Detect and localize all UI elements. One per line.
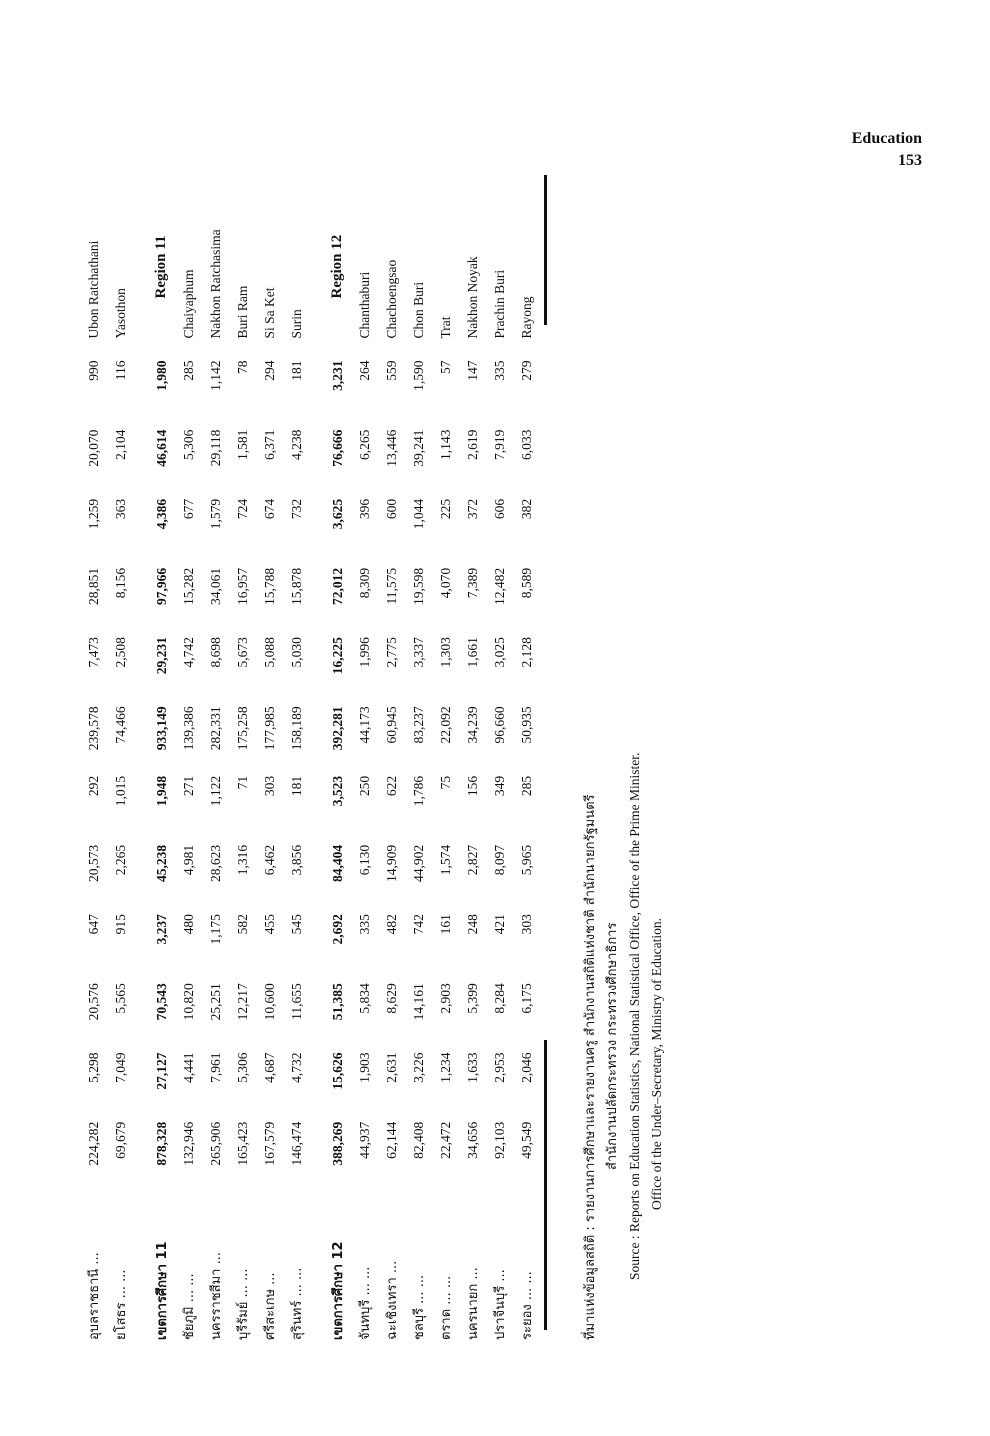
thai-source-line-1 <box>580 160 602 1340</box>
value-cell: 285 <box>180 360 196 381</box>
value-cell: 139,386 <box>180 706 196 751</box>
value-cell: 74,466 <box>112 706 128 744</box>
table-row <box>513 160 540 1340</box>
english-source-line-1 <box>624 160 646 1340</box>
value-cell: 75 <box>437 775 453 790</box>
value-cell: 2,631 <box>383 1052 399 1083</box>
value-cell: 5,030 <box>288 637 304 668</box>
rotated-table-area <box>80 160 680 1340</box>
value-cell: 5,306 <box>180 429 196 460</box>
value-cell: 1,996 <box>356 637 372 668</box>
value-cell: 1,234 <box>437 1052 453 1083</box>
value-cell: 14,909 <box>383 844 399 883</box>
value-cell: 16,957 <box>234 567 250 606</box>
value-cell: 7,049 <box>112 1052 128 1083</box>
source-text-1: Reports on Education Statistics, National Statistical Office, Office of the Prime Minister. <box>627 752 642 1232</box>
value-cell: 45,238 <box>153 844 169 883</box>
value-cell: 363 <box>112 498 128 520</box>
value-cell: 5,399 <box>464 983 480 1014</box>
value-cell: 4,687 <box>261 1052 277 1083</box>
value-cell: 372 <box>464 498 480 520</box>
value-cell: 3,625 <box>329 498 345 530</box>
value-cell: 62,144 <box>383 1121 399 1159</box>
value-cell: 2,953 <box>491 1052 507 1083</box>
value-cell: 34,061 <box>207 567 223 606</box>
source-text-2: Office of the Under–Secretary, Ministry of Education. <box>649 917 664 1210</box>
value-cell: 990 <box>85 360 101 381</box>
value-cell: 292 <box>85 775 101 797</box>
section-title: Education <box>851 130 922 147</box>
value-cell: 250 <box>356 775 372 797</box>
value-cell: 8,698 <box>207 637 223 668</box>
value-cell: 2,827 <box>464 844 480 876</box>
value-cell: 57 <box>437 360 453 374</box>
value-cell: 158,189 <box>288 706 304 751</box>
thai-province-cell: จันทบุรี ... ... <box>358 1266 373 1340</box>
value-cell: 3,237 <box>153 914 169 945</box>
value-cell: 181 <box>288 775 304 797</box>
value-cell: 388,269 <box>329 1121 345 1166</box>
table-row <box>256 160 283 1340</box>
table-row <box>80 160 107 1340</box>
value-cell: 3,523 <box>329 775 345 807</box>
thai-province-cell: บุรีรัมย์ ... ... <box>236 1268 251 1340</box>
value-cell: 5,965 <box>518 844 534 876</box>
value-cell: 1,175 <box>207 914 223 945</box>
value-cell: 480 <box>180 914 196 935</box>
value-cell: 2,508 <box>112 637 128 668</box>
value-cell: 5,298 <box>85 1052 101 1083</box>
value-cell: 248 <box>464 914 480 935</box>
value-cell: 303 <box>518 914 534 935</box>
value-cell: 84,404 <box>329 844 345 883</box>
value-cell: 181 <box>288 360 304 381</box>
value-cell: 224,282 <box>85 1121 101 1166</box>
value-cell: 34,239 <box>464 706 480 744</box>
value-cell: 147 <box>464 360 480 381</box>
value-cell: 97,966 <box>153 567 169 606</box>
value-cell: 1,980 <box>153 360 169 391</box>
value-cell: 4,981 <box>180 844 196 876</box>
value-cell: 71 <box>234 775 250 790</box>
source-label: Source : <box>627 1235 642 1280</box>
english-province-cell: Si Sa Ket <box>261 287 277 339</box>
english-province-cell: Nakhon Noyak <box>464 256 480 339</box>
value-cell: 2,619 <box>464 429 480 460</box>
value-cell: 20,070 <box>85 429 101 467</box>
english-province-cell: Chachoengsao <box>383 259 399 339</box>
value-cell: 1,579 <box>207 498 223 530</box>
value-cell: 8,589 <box>518 567 534 599</box>
thai-source-text-1: รายงานการศึกษาและรายงานครู สำนักงานสถิติแห่งชาติ สำนักนายกรัฐมนตรี <box>583 794 598 1223</box>
region-row <box>324 160 351 1340</box>
value-cell: 4,441 <box>180 1052 196 1083</box>
value-cell: 7,961 <box>207 1052 223 1083</box>
value-cell: 3,025 <box>491 637 507 668</box>
value-cell: 49,549 <box>518 1121 534 1159</box>
value-cell: 622 <box>383 775 399 797</box>
value-cell: 167,579 <box>261 1121 277 1166</box>
value-cell: 8,629 <box>383 983 399 1014</box>
value-cell: 44,173 <box>356 706 372 744</box>
value-cell: 271 <box>180 775 196 797</box>
value-cell: 5,673 <box>234 637 250 668</box>
value-cell: 349 <box>491 775 507 797</box>
value-cell: 1,142 <box>207 360 223 391</box>
value-cell: 50,935 <box>518 706 534 744</box>
value-cell: 5,565 <box>112 983 128 1014</box>
value-cell: 6,371 <box>261 429 277 460</box>
value-cell: 78 <box>234 360 250 374</box>
table-row <box>378 160 405 1340</box>
value-cell: 11,655 <box>288 983 304 1020</box>
value-cell: 265,906 <box>207 1121 223 1166</box>
spacer-row <box>310 160 324 1340</box>
english-province-cell: Yasothon <box>112 288 128 339</box>
value-cell: 6,175 <box>518 983 534 1014</box>
value-cell: 4,070 <box>437 567 453 599</box>
value-cell: 732 <box>288 498 304 520</box>
thai-province-cell: ตราด ... ... <box>439 1275 454 1340</box>
english-province-cell: Trat <box>437 316 453 339</box>
value-cell: 647 <box>85 914 101 935</box>
value-cell: 1,633 <box>464 1052 480 1083</box>
value-cell: 15,788 <box>261 567 277 606</box>
value-cell: 2,903 <box>437 983 453 1014</box>
value-cell: 582 <box>234 914 250 935</box>
value-cell: 2,265 <box>112 844 128 876</box>
value-cell: 132,946 <box>180 1121 196 1166</box>
value-cell: 11,575 <box>383 567 399 605</box>
value-cell: 1,303 <box>437 637 453 668</box>
value-cell: 742 <box>410 914 426 935</box>
value-cell: 3,337 <box>410 637 426 668</box>
table-row <box>175 160 202 1340</box>
value-cell: 606 <box>491 498 507 520</box>
value-cell: 10,820 <box>180 983 196 1021</box>
value-cell: 15,626 <box>329 1052 345 1090</box>
english-province-cell: Ubon Ratchathani <box>85 240 101 339</box>
value-cell: 14,161 <box>410 983 426 1021</box>
value-cell: 28,623 <box>207 844 223 883</box>
region-row <box>148 160 175 1340</box>
spacer-row <box>134 160 148 1340</box>
thai-source-label: ที่มาแห่งข้อมูลสถิติ : <box>583 1226 598 1340</box>
value-cell: 225 <box>437 498 453 520</box>
value-cell: 1,015 <box>112 775 128 807</box>
thai-province-cell: นครนายก ... <box>466 1267 481 1340</box>
value-cell: 396 <box>356 498 372 520</box>
table-row <box>202 160 229 1340</box>
value-cell: 559 <box>383 360 399 381</box>
value-cell: 177,985 <box>261 706 277 751</box>
value-cell: 279 <box>518 360 534 381</box>
value-cell: 285 <box>518 775 534 797</box>
value-cell: 282,331 <box>207 706 223 751</box>
value-cell: 4,732 <box>288 1052 304 1083</box>
thai-province-cell: สุรินทร์ ... ... <box>290 1267 305 1340</box>
value-cell: 392,281 <box>329 706 345 751</box>
value-cell: 5,834 <box>356 983 372 1014</box>
value-cell: 6,033 <box>518 429 534 460</box>
thai-province-cell: ปราจีนบุรี ... <box>493 1269 508 1340</box>
region-label: Region 12 <box>329 234 345 299</box>
value-cell: 4,742 <box>180 637 196 668</box>
value-cell: 69,679 <box>112 1121 128 1159</box>
value-cell: 4,238 <box>288 429 304 460</box>
table-row <box>229 160 256 1340</box>
table-row <box>351 160 378 1340</box>
value-cell: 5,306 <box>234 1052 250 1083</box>
table-row <box>432 160 459 1340</box>
value-cell: 116 <box>112 360 128 381</box>
value-cell: 2,104 <box>112 429 128 460</box>
value-cell: 2,775 <box>383 637 399 668</box>
value-cell: 1,316 <box>234 844 250 876</box>
table-row <box>405 160 432 1340</box>
value-cell: 161 <box>437 914 453 935</box>
value-cell: 7,919 <box>491 429 507 460</box>
page-number: 153 <box>898 152 922 169</box>
value-cell: 46,614 <box>153 429 169 467</box>
value-cell: 20,576 <box>85 983 101 1021</box>
thai-province-cell: เขตการศึกษา 12 <box>331 1241 346 1340</box>
value-cell: 482 <box>383 914 399 935</box>
statistics-table <box>80 160 540 1340</box>
value-cell: 677 <box>180 498 196 520</box>
english-province-cell: Chon Buri <box>410 281 426 339</box>
value-cell: 8,309 <box>356 567 372 599</box>
value-cell: 72,012 <box>329 567 345 606</box>
value-cell: 455 <box>261 914 277 935</box>
value-cell: 1,590 <box>410 360 426 391</box>
page-header <box>852 128 922 172</box>
region-label: Region 11 <box>153 235 169 299</box>
value-cell: 545 <box>288 914 304 935</box>
english-province-cell: Prachin Buri <box>491 269 507 339</box>
value-cell: 2,128 <box>518 637 534 668</box>
value-cell: 674 <box>261 498 277 520</box>
value-cell: 146,474 <box>288 1121 304 1166</box>
value-cell: 294 <box>261 360 277 381</box>
value-cell: 2,046 <box>518 1052 534 1083</box>
value-cell: 8,097 <box>491 844 507 876</box>
value-cell: 51,385 <box>329 983 345 1021</box>
value-cell: 12,482 <box>491 567 507 606</box>
thai-province-cell: เขตการศึกษา 11 <box>155 1241 170 1340</box>
table-row <box>459 160 486 1340</box>
value-cell: 6,265 <box>356 429 372 460</box>
value-cell: 29,231 <box>153 637 169 675</box>
value-cell: 335 <box>491 360 507 381</box>
thai-province-cell: ชลบุรี ... ... <box>412 1274 427 1340</box>
value-cell: 44,902 <box>410 844 426 883</box>
value-cell: 878,328 <box>153 1121 169 1166</box>
value-cell: 915 <box>112 914 128 935</box>
english-province-cell <box>324 160 351 360</box>
english-province-cell: Rayong <box>518 296 534 339</box>
table-row <box>283 160 310 1340</box>
value-cell: 22,092 <box>437 706 453 744</box>
value-cell: 29,118 <box>207 429 223 467</box>
value-cell: 22,472 <box>437 1121 453 1159</box>
value-cell: 5,088 <box>261 637 277 668</box>
thai-province-cell: ระยอง ... ... <box>520 1271 535 1340</box>
value-cell: 19,598 <box>410 567 426 606</box>
value-cell: 12,217 <box>234 983 250 1021</box>
value-cell: 13,446 <box>383 429 399 467</box>
value-cell: 83,237 <box>410 706 426 744</box>
value-cell: 15,282 <box>180 567 196 606</box>
thai-province-cell: ยโสธร ... ... <box>114 1269 129 1340</box>
value-cell: 8,284 <box>491 983 507 1014</box>
value-cell: 3,226 <box>410 1052 426 1083</box>
english-province-cell: Buri Ram <box>234 285 250 339</box>
value-cell: 1,581 <box>234 429 250 460</box>
value-cell: 3,231 <box>329 360 345 391</box>
value-cell: 421 <box>491 914 507 935</box>
value-cell: 600 <box>383 498 399 520</box>
value-cell: 1,661 <box>464 637 480 668</box>
value-cell: 92,103 <box>491 1121 507 1159</box>
value-cell: 60,945 <box>383 706 399 744</box>
value-cell: 724 <box>234 498 250 520</box>
value-cell: 1,122 <box>207 775 223 807</box>
value-cell: 6,462 <box>261 844 277 876</box>
value-cell: 27,127 <box>153 1052 169 1090</box>
thai-province-cell: ชัยภูมิ ... ... <box>182 1273 197 1340</box>
value-cell: 6,130 <box>356 844 372 876</box>
value-cell: 8,156 <box>112 567 128 599</box>
value-cell: 933,149 <box>153 706 169 751</box>
thai-province-cell: ฉะเชิงเทรา ... <box>385 1260 400 1340</box>
thai-province-cell: อุบลราชธานี ... <box>87 1252 102 1340</box>
value-cell: 165,423 <box>234 1121 250 1166</box>
table-row <box>107 160 134 1340</box>
value-cell: 10,600 <box>261 983 277 1021</box>
value-cell: 20,573 <box>85 844 101 883</box>
english-province-cell <box>148 160 175 360</box>
value-cell: 382 <box>518 498 534 520</box>
english-province-cell: Chanthaburi <box>356 271 372 339</box>
english-province-cell: Surin <box>288 309 304 339</box>
english-province-cell: Chaiyaphum <box>180 269 196 339</box>
value-cell: 82,408 <box>410 1121 426 1159</box>
value-cell: 39,241 <box>410 429 426 467</box>
value-cell: 1,786 <box>410 775 426 807</box>
value-cell: 1,574 <box>437 844 453 876</box>
value-cell: 2,692 <box>329 914 345 945</box>
value-cell: 15,878 <box>288 567 304 606</box>
value-cell: 34,656 <box>464 1121 480 1159</box>
value-cell: 303 <box>261 775 277 797</box>
thai-source-text-2: สำนักงานปลัดกระทรวง กระทรวงศึกษาธิการ <box>605 922 620 1170</box>
value-cell: 44,937 <box>356 1121 372 1159</box>
value-cell: 1,948 <box>153 775 169 807</box>
table-row <box>486 160 513 1340</box>
value-cell: 1,903 <box>356 1052 372 1083</box>
value-cell: 76,666 <box>329 429 345 467</box>
thai-province-cell: นครราชสีมา ... <box>209 1251 224 1340</box>
value-cell: 156 <box>464 775 480 797</box>
value-cell: 4,386 <box>153 498 169 530</box>
value-cell: 16,225 <box>329 637 345 675</box>
footnotes <box>580 160 668 1340</box>
value-cell: 7,389 <box>464 567 480 599</box>
value-cell: 1,143 <box>437 429 453 460</box>
value-cell: 335 <box>356 914 372 935</box>
value-cell: 70,543 <box>153 983 169 1021</box>
value-cell: 239,578 <box>85 706 101 751</box>
value-cell: 1,259 <box>85 498 101 530</box>
thai-province-cell: ศรีสะเกษ ... <box>263 1272 278 1340</box>
value-cell: 96,660 <box>491 706 507 744</box>
value-cell: 25,251 <box>207 983 223 1021</box>
english-province-cell: Nakhon Ratchasima <box>207 229 223 339</box>
value-cell: 28,851 <box>85 567 101 606</box>
value-cell: 264 <box>356 360 372 381</box>
value-cell: 7,473 <box>85 637 101 668</box>
value-cell: 3,856 <box>288 844 304 876</box>
value-cell: 175,258 <box>234 706 250 751</box>
value-cell: 1,044 <box>410 498 426 530</box>
